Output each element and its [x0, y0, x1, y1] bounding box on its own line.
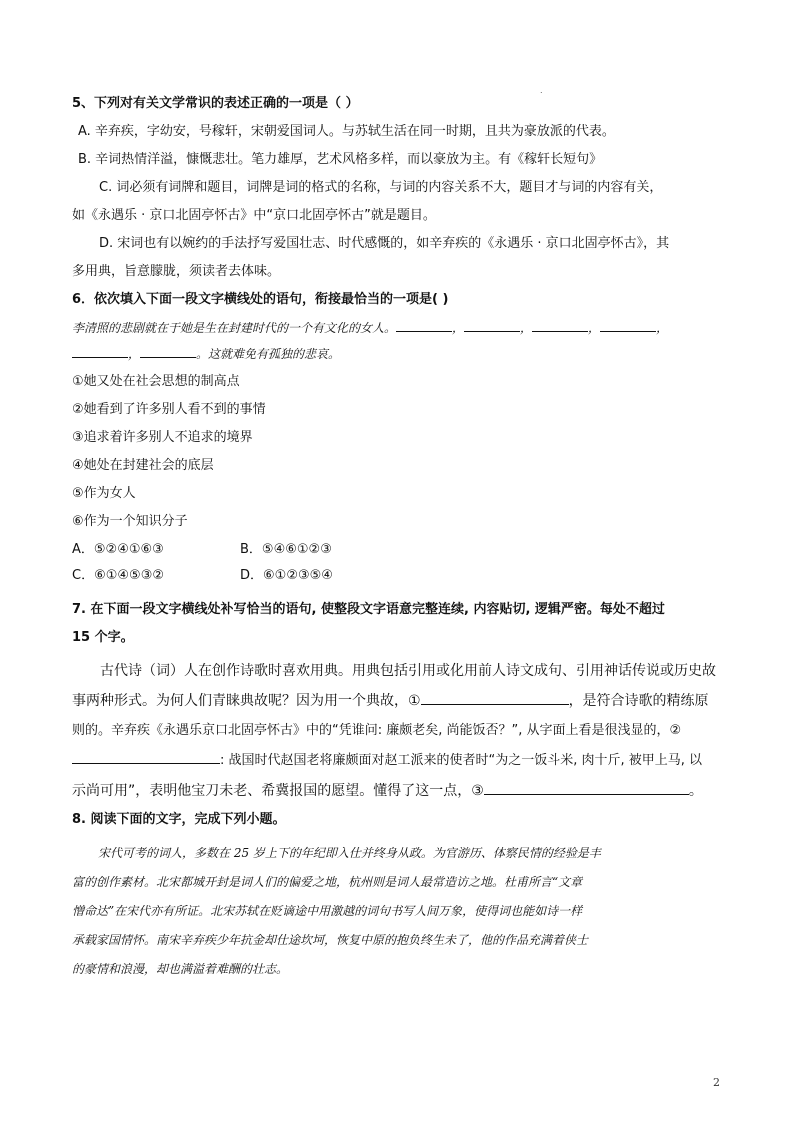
comma: ，	[452, 321, 465, 335]
q8-passage-line2: 富的创作素材。北宋都城开封是词人们的偏爱之地，杭州则是词人最常造访之地。杜甫所言“文章	[72, 875, 583, 889]
q8-passage-line3: 憎命达”在宋代亦有所证。北宋苏轼在贬谪途中用激越的词句书写人间万象，使得词也能如诗一样	[72, 904, 583, 918]
answer-blank-2	[72, 751, 220, 764]
q6-choices-row1	[72, 540, 732, 566]
q8-title: 8. 阅读下面的文字，完成下列小题。	[72, 812, 286, 827]
q6-item-1: ①她又处在社会思想的制高点	[72, 374, 240, 389]
q5-option-b: B. 辛词热情洋溢，慷慨悲壮。笔力雄厚，艺术风格多样，而以豪放为主。有《稼轩长短句》	[78, 152, 603, 167]
q6-choice-a: A．⑤②④①⑥③	[72, 542, 164, 557]
q8-passage-line4: 承载家国情怀。南宋辛弃疾少年抗金却仕途坎坷，恢复中原的抱负终生未了，他的作品充满着侠士	[72, 933, 589, 947]
q7-para-line4	[72, 750, 732, 780]
q5-title: 5、下列对有关文学常识的表述正确的一项是（ ）	[72, 96, 359, 111]
q6-choices-row2	[72, 566, 732, 600]
q6-stem-line1	[72, 318, 732, 344]
comma: ，	[656, 321, 669, 335]
q7-para-line3: 则的。辛弃疾《永遇乐京口北固亭怀古》中的“凭谁问: 廉颇老矣, 尚能饭否？”, 从字面上看是很浅显的，②	[72, 723, 682, 738]
q7-text: 事两种形式。为何人们青睐典故呢？因为用一个典故，①	[72, 693, 421, 709]
blank-line	[72, 345, 128, 358]
q8-passage-line1: 宋代可考的词人，多数在 25 岁上下的年纪即入仕并终身从政。为官游历、体察民情的经验是丰	[98, 846, 601, 860]
q5-option-d-line1: D. 宋词也有以婉约的手法抒写爱国壮志、时代感慨的，如辛弃疾的《永遇乐 · 京口北固亭怀古》，其	[99, 236, 670, 251]
blank-line	[396, 319, 452, 332]
q6-stem-line2	[72, 344, 732, 372]
blank-line	[600, 319, 656, 332]
q7-text: : 战国时代赵国老将廉颇面对赵工派来的使者时“为之一饭斗米, 肉十斤, 被甲上马, 以	[220, 753, 703, 768]
page-number: 2	[713, 1076, 720, 1089]
blank-line	[140, 345, 196, 358]
comma: ，	[588, 321, 601, 335]
q8-passage-line5: 的豪情和浪漫，却也满溢着难酬的壮志。	[72, 962, 289, 976]
q6-item-6: ⑥作为一个知识分子	[72, 514, 188, 529]
q6-choice-d: D．⑥①②③⑤④	[240, 568, 333, 583]
q7-title-line2: 15 个字。	[72, 630, 134, 645]
q6-choice-b: B．⑤④⑥①②③	[240, 542, 332, 557]
q5-option-c-line2: 如《永遇乐 · 京口北固亭怀古》中“京口北固亭怀古”就是题目。	[72, 208, 436, 223]
q5-option-d-line2: 多用典，旨意朦胧，须读者去体味。	[72, 264, 281, 279]
q7-para-line2	[72, 690, 732, 720]
q6-item-2: ②她看到了许多别人看不到的事情	[72, 402, 266, 417]
q6-item-3: ③追求着许多别人不追求的境界	[72, 430, 253, 445]
q6-stem-end: 。这就难免有孤独的悲哀。	[196, 347, 341, 361]
q6-stem-lead: 李清照的悲剧就在于她是生在封建时代的一个有文化的女人。	[72, 321, 397, 335]
question-7	[72, 600, 732, 810]
q7-text: 。	[688, 783, 703, 799]
q6-item-4: ④她处在封建社会的底层	[72, 458, 214, 473]
q7-title-line1: 7. 在下面一段文字横线处补写恰当的语句, 使整段文字语意完整连续, 内容贴切, 逻辑严密。每处不超过	[72, 602, 665, 617]
stray-mark: .	[540, 86, 543, 95]
q7-para-line1: 古代诗（词）人在创作诗歌时喜欢用典。用典包括引用或化用前人诗文成句、引用神话传说或历史故	[100, 663, 716, 679]
q7-para-line5	[72, 780, 732, 810]
document-body	[72, 94, 732, 989]
blank-line	[464, 319, 520, 332]
q6-choice-c: C．⑥①④⑤③②	[72, 568, 165, 583]
answer-blank-3	[484, 782, 689, 795]
q6-title: 6．依次填入下面一段文字横线处的语句，衔接最恰当的一项是( )	[72, 292, 449, 307]
q7-text: ，是符合诗歌的精练原	[568, 693, 709, 709]
q5-option-c-line1: C. 词必须有词牌和题目，词牌是词的格式的名称，与词的内容关系不大，题目才与词的内容有关，	[99, 180, 663, 195]
question-8	[72, 810, 732, 989]
question-6	[72, 290, 732, 600]
comma: ，	[128, 347, 141, 361]
comma: ，	[520, 321, 533, 335]
q7-text: 示尚可用”，表明他宝刀未老、希冀报国的愿望。懂得了这一点，③	[72, 783, 484, 799]
q5-option-a: A. 辛弃疾，字幼安，号稼轩，宋朝爱国词人。与苏轼生活在同一时期，且共为豪放派的代表。	[78, 124, 615, 139]
answer-blank-1	[421, 692, 569, 705]
question-5	[72, 94, 732, 290]
q6-item-5: ⑤作为女人	[72, 486, 136, 501]
blank-line	[532, 319, 588, 332]
